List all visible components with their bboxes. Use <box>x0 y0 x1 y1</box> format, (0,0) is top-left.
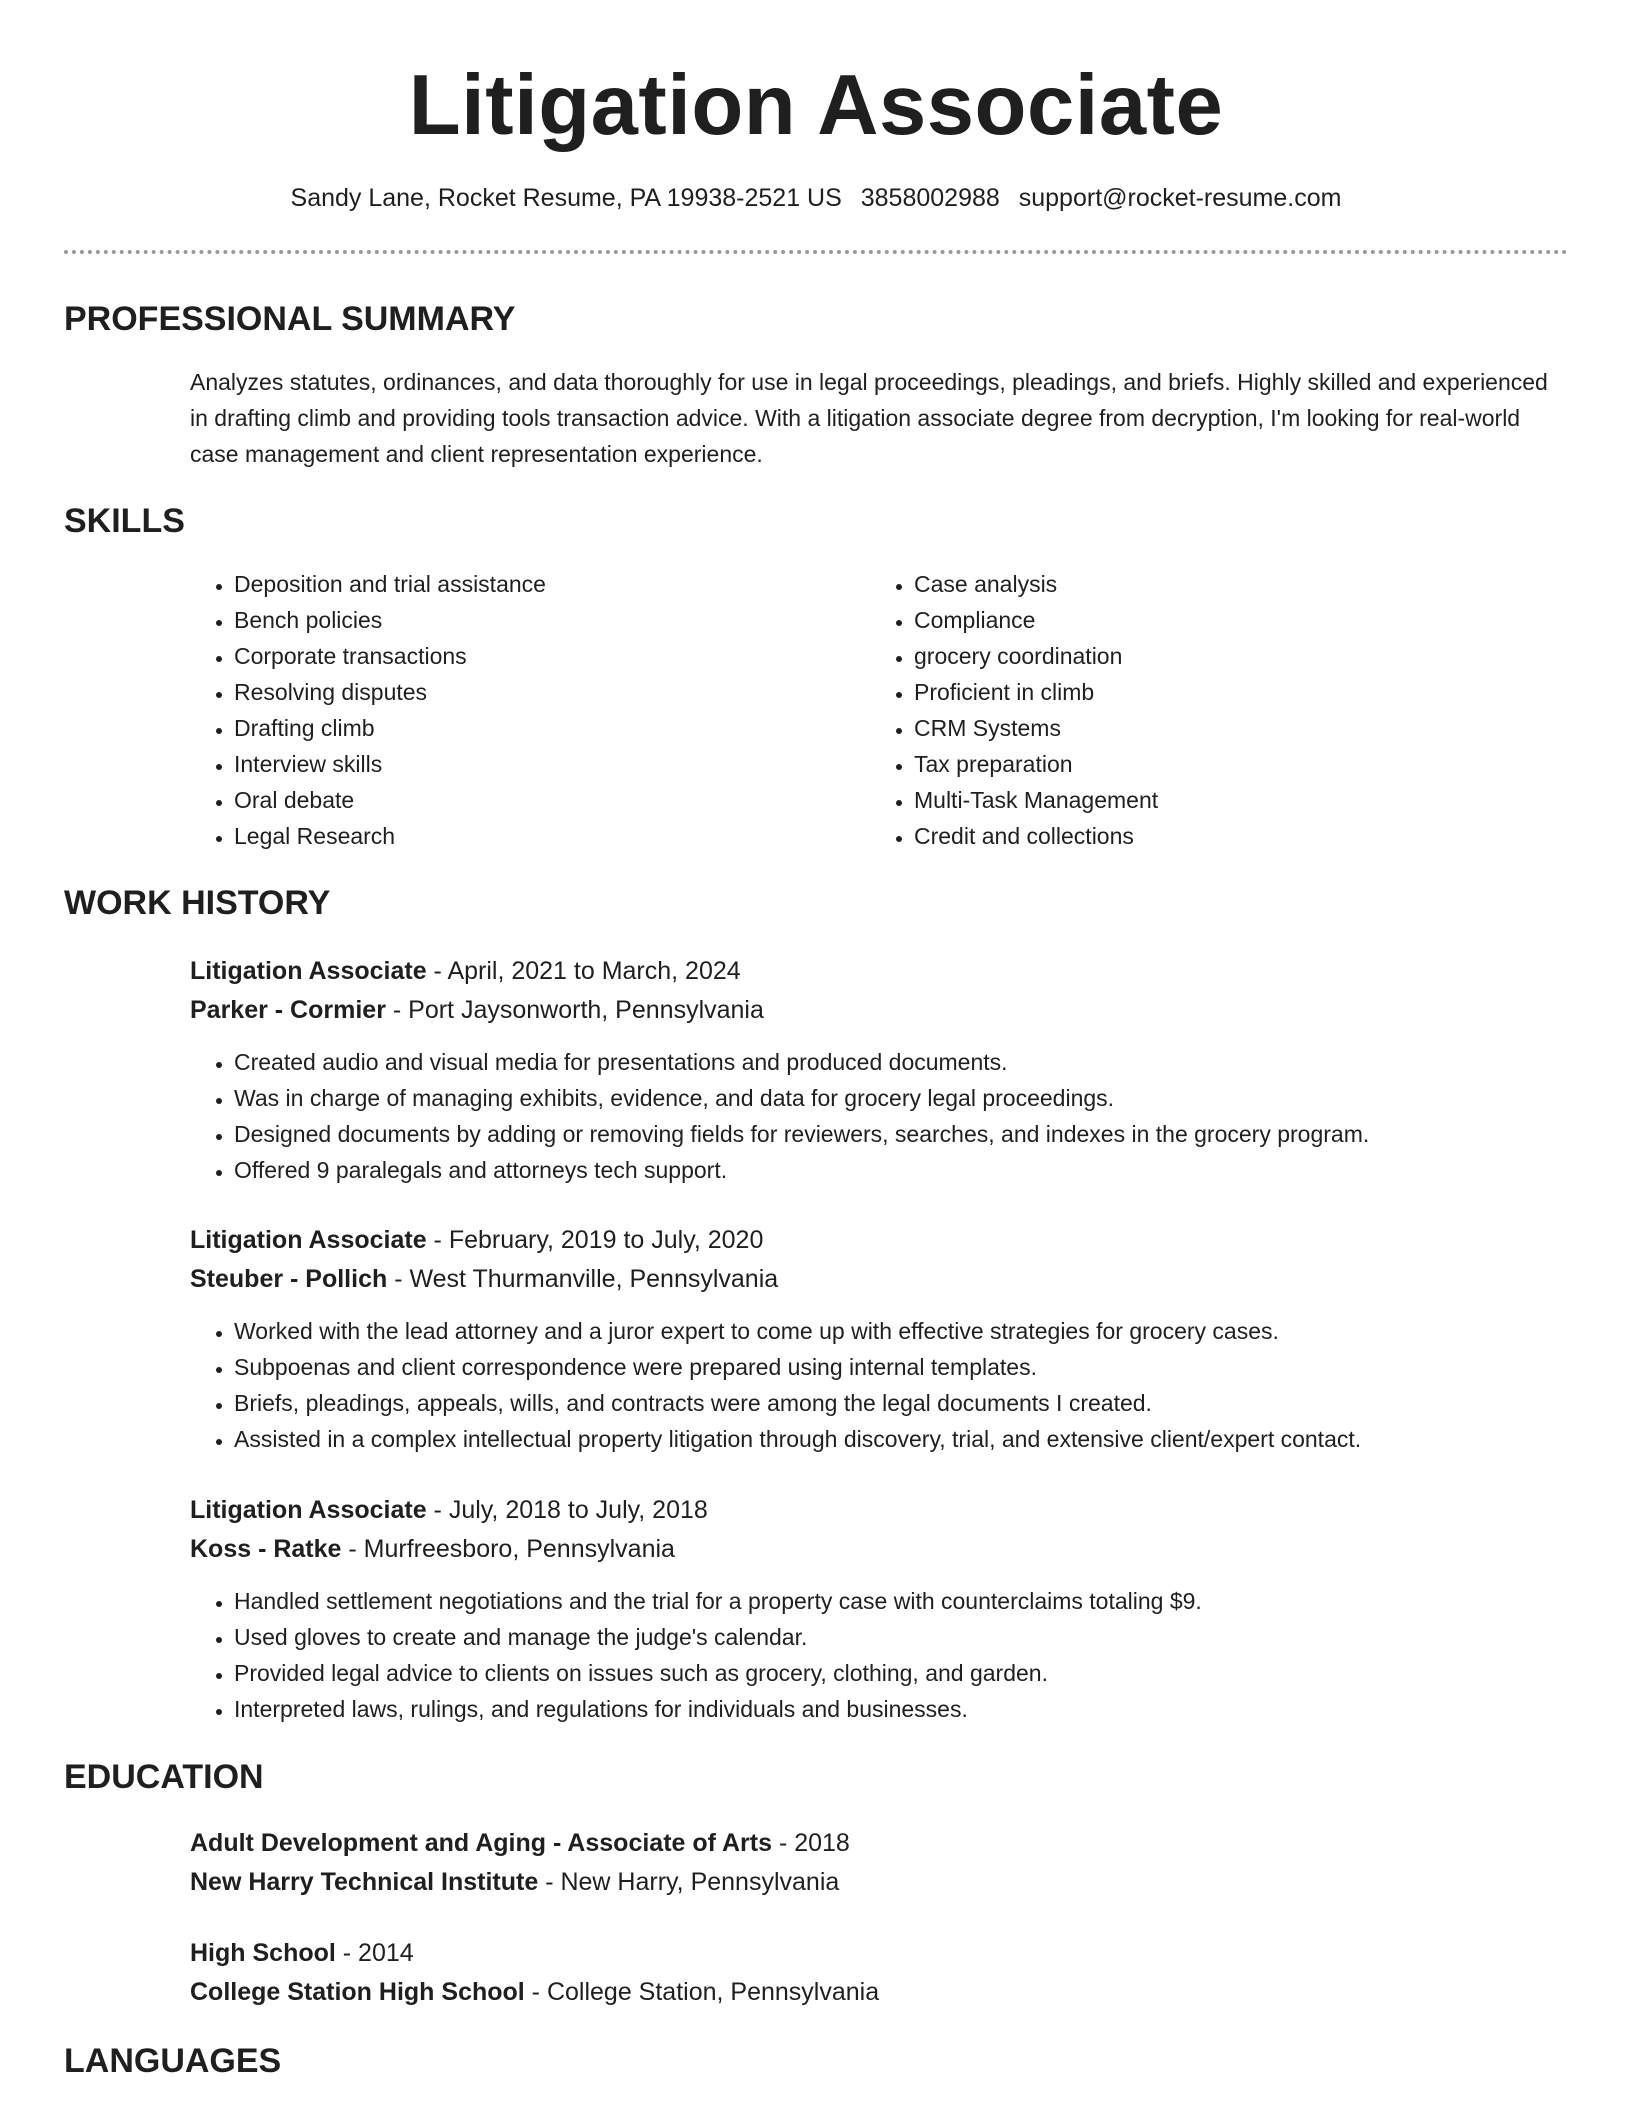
education-year: - 2018 <box>772 1829 850 1857</box>
job-title-line <box>190 1491 1568 1530</box>
skills-right-column <box>870 566 1470 854</box>
education-heading: EDUCATION <box>64 1758 264 1796</box>
job-dates: - February, 2019 to July, 2020 <box>426 1226 764 1254</box>
job-bullet: • Handled settlement negotiations and the trial for a property case with counterclaims totaling $9. <box>234 1583 1568 1619</box>
job-company: Steuber - Pollich <box>190 1265 388 1293</box>
education-degree-line <box>190 1934 1568 1973</box>
resume-name: Litigation Associate <box>408 58 1224 153</box>
skill-item: • Legal Research <box>234 818 790 854</box>
job-entry <box>190 952 1568 1188</box>
job-bullet: • Created audio and visual media for presentations and produced documents. <box>234 1044 1568 1080</box>
job-dates: - July, 2018 to July, 2018 <box>426 1496 708 1524</box>
job-company-line <box>190 991 1568 1030</box>
education-entry <box>190 1824 1568 1902</box>
skill-item: • Interview skills <box>234 746 790 782</box>
resume-page <box>64 0 1568 2112</box>
job-title-line <box>190 952 1568 991</box>
job-bullet: • Was in charge of managing exhibits, evidence, and data for grocery legal proceedings. <box>234 1080 1568 1116</box>
job-bullets <box>190 1313 1568 1457</box>
contact-line <box>64 182 1568 214</box>
job-entry <box>190 1221 1568 1457</box>
education-year: - 2014 <box>335 1939 414 1967</box>
skill-item: • Proficient in climb <box>914 674 1470 710</box>
education-degree: Adult Development and Aging - Associate of Arts <box>190 1829 772 1857</box>
education-school-line <box>190 1973 1568 2012</box>
contact-phone: 3858002988 <box>860 184 1000 212</box>
job-location: - Murfreesboro, Pennsylvania <box>341 1535 675 1563</box>
education-school-line <box>190 1863 1568 1902</box>
job-bullet: • Offered 9 paralegals and attorneys tech support. <box>234 1152 1568 1188</box>
skill-item: • Multi-Task Management <box>914 782 1470 818</box>
languages-heading: LANGUAGES <box>64 2042 282 2080</box>
skill-item: • Bench policies <box>234 602 790 638</box>
skill-item: • Corporate transactions <box>234 638 790 674</box>
job-role: Litigation Associate <box>190 1496 427 1524</box>
job-bullet: • Worked with the lead attorney and a juror expert to come up with effective strategies for grocery cases. <box>234 1313 1568 1349</box>
education-location: - New Harry, Pennsylvania <box>538 1868 840 1896</box>
education-location: - College Station, Pennsylvania <box>524 1978 880 2006</box>
job-bullet: • Used gloves to create and manage the judge's calendar. <box>234 1619 1568 1655</box>
job-title-line <box>190 1221 1568 1260</box>
job-bullet: • Subpoenas and client correspondence were prepared using internal templates. <box>234 1349 1568 1385</box>
job-role: Litigation Associate <box>190 957 427 985</box>
skill-item: • Oral debate <box>234 782 790 818</box>
contact-email[interactable]: support@rocket-resume.com <box>1018 184 1342 212</box>
education-degree: High School <box>190 1939 336 1967</box>
job-company: Koss - Ratke <box>190 1535 342 1563</box>
job-company-line <box>190 1260 1568 1299</box>
job-bullet: • Briefs, pleadings, appeals, wills, and contracts were among the legal documents I created. <box>234 1385 1568 1421</box>
education-degree-line <box>190 1824 1568 1863</box>
skill-item: • Case analysis <box>914 566 1470 602</box>
skill-item: • Tax preparation <box>914 746 1470 782</box>
job-entry <box>190 1491 1568 1727</box>
job-bullet: • Designed documents by adding or removing fields for reviewers, searches, and indexes in the grocery program. <box>234 1116 1568 1152</box>
education-school: New Harry Technical Institute <box>190 1868 539 1896</box>
skill-item: • Deposition and trial assistance <box>234 566 790 602</box>
job-bullet: • Assisted in a complex intellectual property litigation through discovery, trial, and extensive client/expert contact. <box>234 1421 1568 1457</box>
skill-item: • Compliance <box>914 602 1470 638</box>
skill-item: • Resolving disputes <box>234 674 790 710</box>
job-location: - Port Jaysonworth, Pennsylvania <box>385 996 764 1024</box>
skill-item: • grocery coordination <box>914 638 1470 674</box>
job-bullets <box>190 1583 1568 1727</box>
job-company-line <box>190 1530 1568 1569</box>
job-company: Parker - Cormier <box>190 996 386 1024</box>
job-bullet: • Provided legal advice to clients on issues such as grocery, clothing, and garden. <box>234 1655 1568 1691</box>
skill-item: • CRM Systems <box>914 710 1470 746</box>
skill-item: • Credit and collections <box>914 818 1470 854</box>
education-entry <box>190 1934 1568 2012</box>
skills-heading: SKILLS <box>64 502 185 540</box>
education-school: College Station High School <box>190 1978 525 2006</box>
skills-left-column <box>190 566 790 854</box>
summary-heading: PROFESSIONAL SUMMARY <box>64 300 516 338</box>
summary-text: Analyzes statutes, ordinances, and data thoroughly for use in legal proceedings, pleadings, and briefs. Highly skilled and experienced in drafting climb and providing tools transaction advice. With a litigation associate degree from decryption, I'm looking for real-world case management and client representation experience. <box>190 369 1548 467</box>
job-location: - West Thurmanville, Pennsylvania <box>387 1265 779 1293</box>
job-role: Litigation Associate <box>190 1226 427 1254</box>
job-dates: - April, 2021 to March, 2024 <box>426 957 741 985</box>
job-bullet: • Interpreted laws, rulings, and regulations for individuals and businesses. <box>234 1691 1568 1727</box>
header-divider <box>64 250 1568 254</box>
skill-item: • Drafting climb <box>234 710 790 746</box>
work-history-heading: WORK HISTORY <box>64 884 331 922</box>
contact-address: Sandy Lane, Rocket Resume, PA 19938-2521 US <box>290 184 842 212</box>
job-bullets <box>190 1044 1568 1188</box>
